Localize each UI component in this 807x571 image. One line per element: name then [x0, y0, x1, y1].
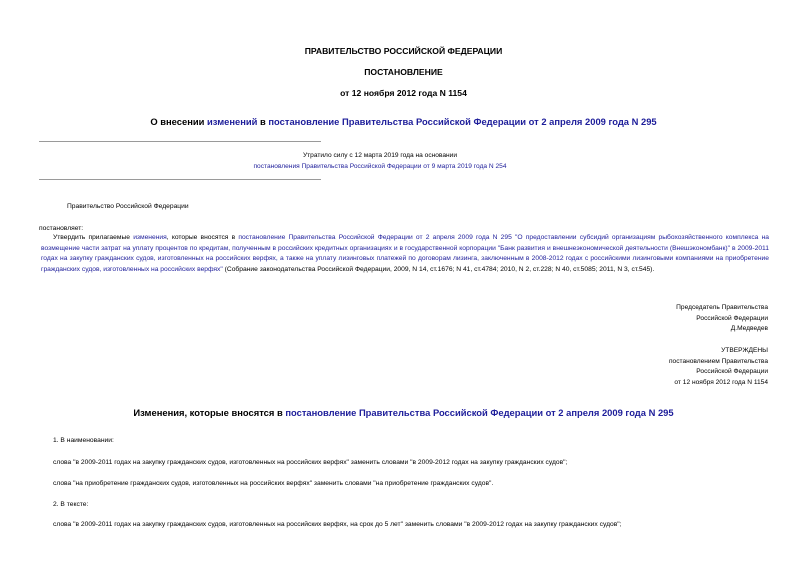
divider-top [39, 141, 321, 142]
approval-block [560, 346, 768, 388]
p1-part-a: Утвердить прилагаемые [53, 234, 134, 241]
status-link-repeal[interactable]: постановления Правительства Российской Федерации от 9 марта 2019 года N 254 [253, 162, 507, 170]
change-item: слова "на приобретение гражданских судов, изготовленных на российских верфях" заменить словами "на приобретение гражданских судов". [53, 480, 494, 487]
approval-line-1: УТВЕРЖДЕНЫ [721, 347, 768, 354]
changes-title-link[interactable]: постановление Правительства Российской Федерации от 2 апреля 2009 года N 295 [285, 407, 674, 418]
signature-line-3: Д.Медведев [730, 325, 768, 333]
document-date-number: от 12 ноября 2012 года N 1154 [340, 88, 467, 98]
title-prefix: О внесении [150, 116, 207, 127]
changes-title-prefix: Изменения, которые вносятся в [133, 407, 286, 418]
signature-line-1: Председатель Правительства [676, 304, 768, 311]
signature-line-2: Российской Федерации [696, 314, 768, 322]
changes-title [0, 407, 807, 418]
change-item: слова "в 2009-2011 годах на закупку гражданских судов, изготовленных на российских верфях, на срок до 5 лет" заменить словами "в 2009-2012 годах на закупку гражданских судов"; [53, 521, 622, 528]
signature-block [560, 303, 768, 335]
p1-part-b: , которые вносятся в [166, 234, 239, 241]
change-item: слова "в 2009-2011 годах на закупку гражданских судов, изготовленных на российских верфях" заменить словами "в 2009-2012 годах на закупку гражданских судов"; [53, 459, 568, 466]
change-item: 2. В тексте: [53, 501, 89, 508]
approval-line-4: от 12 ноября 2012 года N 1154 [674, 378, 768, 386]
status-note [200, 151, 560, 172]
title-link-changes[interactable]: изменений [207, 116, 258, 127]
p1-link-decree[interactable]: постановление Правительства Российской Федерации от 2 апреля 2009 года N 295 "О предоставлении субсидий организациям рыбохозяйственного комплекса на возмещение части затрат на уплату процентов по кредитам, полученным в российских кредитных организациях и в государственной корпорации "Банк развития и внешнеэкономической деятельности (Внешэкономбанк)" в 2009-2011 годах на закупку гражданских судов, изготовленных на российских верфях, а также на уплату лизинговых платежей по договорам лизинга, заключенным в 2008-2012 годах с российскими лизинговыми компаниями на приобретение гражданских судов, изготовленных на российских верфях" [41, 234, 769, 273]
government-name: ПРАВИТЕЛЬСТВО РОССИЙСКОЙ ФЕДЕРАЦИИ [304, 46, 503, 56]
p1-link-changes[interactable]: изменения [133, 234, 167, 241]
main-paragraph [41, 233, 769, 275]
change-item: 1. В наименовании: [53, 437, 114, 444]
decree-text: постановляет: [39, 225, 84, 232]
title-mid: в [257, 116, 269, 127]
document-title [0, 116, 807, 127]
approval-line-3: Российской Федерации [696, 368, 768, 376]
document-type: ПОСТАНОВЛЕНИЕ [364, 67, 443, 77]
title-link-decree[interactable]: постановление Правительства Российской Федерации от 2 апреля 2009 года N 295 [268, 116, 657, 127]
divider-bottom [39, 179, 321, 180]
status-line-1: Утратило силу с 12 марта 2019 года на основании [302, 152, 458, 159]
p1-part-c: (Собрание законодательства Российской Федерации, 2009, N 14, ст.1676; N 41, ст.4784; 2010, N 2, ст.228; N 40, ст.5085; 2011, N 3, ст.545). [222, 265, 655, 273]
intro-text: Правительство Российской Федерации [67, 203, 189, 210]
approval-line-2: постановлением Правительства [668, 357, 768, 365]
